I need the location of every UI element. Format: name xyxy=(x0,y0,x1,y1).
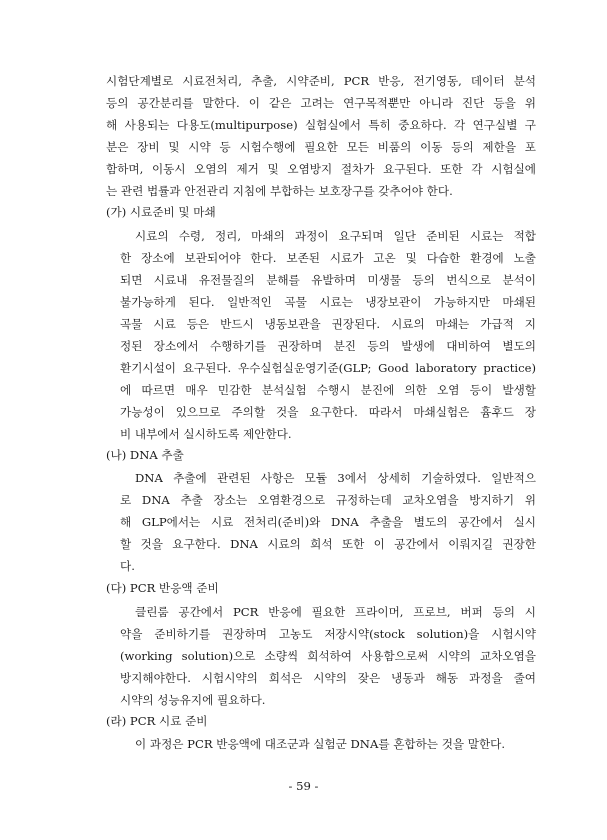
body-line: 클린룸 공간에서 PCR 반응에 필요한 프라이머, 프로브, 버퍼 등의 시 xyxy=(135,605,536,619)
body-line: 약을 준비하기를 권장하며 고농도 저장시약(stock solution)을 시험시약 xyxy=(120,627,536,641)
body-line: 불가능하게 된다. 일반적인 곡물 시료는 냉장보관이 가능하지만 마쇄된 xyxy=(120,295,536,309)
body-line: (working solution)으로 소량씩 희석하여 사용함으로써 시약의 교차오염을 xyxy=(120,649,536,663)
intro-line: 시험단계별로 시료전처리, 추출, 시약준비, PCR 반응, 전기영동, 데이터 분석 xyxy=(106,74,536,88)
page-number: - 59 - xyxy=(288,779,319,793)
body-line: 되면 시료내 유전물질의 분해를 유발하며 미생물 등의 번식으로 분석이 xyxy=(120,273,536,287)
body-line: 로 DNA 추출 장소는 오염환경으로 규정하는데 교차오염을 방지하기 위 xyxy=(120,493,536,507)
section-heading-ra: (라) PCR 시료 준비 xyxy=(106,714,208,728)
body-line: 곡물 시료 등은 반드시 냉동보관을 권장된다. 시료의 마쇄는 가급적 지 xyxy=(120,317,536,331)
body-line: 환기시설이 요구된다. 우수실험실운영기준(GLP; Good laboratory practice) xyxy=(120,361,536,375)
intro-line: 등의 공간분리를 말한다. 이 같은 고려는 연구목적뿐만 아니라 진단 등을 위 xyxy=(106,96,536,110)
section-heading-da: (다) PCR 반응액 준비 xyxy=(106,581,219,595)
body-line: 시약의 성능유지에 필요하다. xyxy=(120,693,266,707)
section-heading-na: (나) DNA 추출 xyxy=(106,448,184,462)
body-line: 비 내부에서 실시하도록 제안한다. xyxy=(120,427,292,441)
body-line: 방지해야한다. 시험시약의 희석은 시약의 잦은 냉동과 해동 과정을 줄여 xyxy=(120,671,536,685)
body-line: DNA 추출에 관련된 사항은 모듈 3에서 상세히 기술하였다. 일반적으 xyxy=(135,471,536,485)
body-line: 이 과정은 PCR 반응액에 대조군과 실험군 DNA를 혼합하는 것을 말한다. xyxy=(135,737,506,751)
body-line: 에 따르면 매우 민감한 분석실험 수행시 분진에 의한 오염 등이 발생할 xyxy=(120,383,536,397)
intro-line: 분은 장비 및 시약 등 시험수행에 필요한 모든 비품의 이동 등의 제한을 포 xyxy=(106,140,536,154)
body-line: 다. xyxy=(120,559,135,573)
body-line: 시료의 수령, 정리, 마쇄의 과정이 요구되며 일단 준비된 시료는 적합 xyxy=(135,229,536,243)
body-line: 한 장소에 보관되어야 한다. 보존된 시료가 고온 및 다습한 환경에 노출 xyxy=(120,251,536,265)
intro-line: 함하며, 이동시 오염의 제거 및 오염방지 절차가 요구된다. 또한 각 시험실에 xyxy=(106,162,536,176)
body-line: 가능성이 있으므로 주의할 것을 요구한다. 따라서 마쇄실험은 흄후드 장 xyxy=(120,405,536,419)
body-line: 해 GLP에서는 시료 전처리(준비)와 DNA 추출을 별도의 공간에서 실시 xyxy=(120,515,536,529)
intro-line: 는 관련 법률과 안전관리 지침에 부합하는 보호장구를 갖추어야 한다. xyxy=(106,184,453,198)
section-heading-ga: (가) 시료준비 및 마쇄 xyxy=(106,205,216,219)
body-line: 할 것을 요구한다. DNA 시료의 희석 또한 이 공간에서 이뤄지길 권장한 xyxy=(120,537,536,551)
intro-line: 해 사용되는 다용도(multipurpose) 실험실에서 특히 중요하다. 각 연구실별 구 xyxy=(106,118,536,132)
body-line: 정된 장소에서 수행하기를 권장하며 분진 등의 발생에 대비하여 별도의 xyxy=(120,339,536,353)
